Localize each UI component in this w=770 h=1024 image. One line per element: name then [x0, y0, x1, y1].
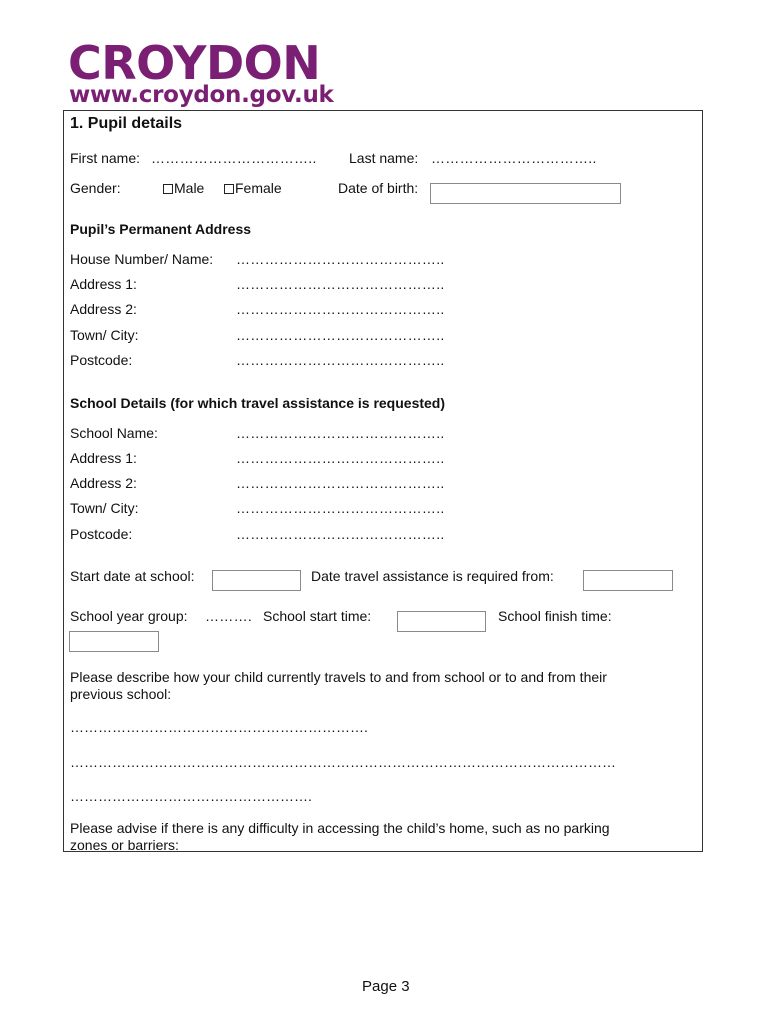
gender-label: Gender:	[70, 180, 121, 196]
house-number-field[interactable]: ……………………………………..	[236, 251, 445, 267]
finish-time-input[interactable]	[69, 631, 159, 652]
school-label: School Name:	[70, 425, 158, 441]
assistance-date-input[interactable]	[583, 570, 673, 591]
section-title: 1. Pupil details	[70, 115, 183, 132]
start-time-label: School start time:	[263, 608, 372, 624]
travel-answer-line[interactable]: ………………………………………………………………………………………………………	[70, 754, 616, 770]
start-date-input[interactable]	[212, 570, 301, 591]
school-label: Town/ City:	[70, 500, 139, 516]
start-time-input[interactable]	[397, 611, 486, 632]
address-label: Postcode:	[70, 352, 133, 368]
first-name-label: First name:	[70, 150, 141, 166]
start-date-label: Start date at school:	[70, 568, 195, 584]
town-field[interactable]: ……………………………………..	[236, 327, 445, 343]
school-label: Address 1:	[70, 450, 137, 466]
croydon-website: www.croydon.gov.uk	[69, 82, 334, 108]
school-name-field[interactable]: ……………………………………..	[236, 425, 445, 441]
travel-question: Please describe how your child currently travels to and from school or to and from their	[70, 669, 607, 685]
address-label: House Number/ Name:	[70, 251, 214, 267]
address-label: Town/ City:	[70, 327, 139, 343]
dob-input[interactable]	[430, 183, 621, 204]
page-number: Page 3	[362, 978, 410, 995]
address2-field[interactable]: ……………………………………..	[236, 301, 445, 317]
croydon-logo: CROYDON	[68, 36, 321, 90]
school-address1-field[interactable]: ……………………………………..	[236, 450, 445, 466]
female-checkbox[interactable]	[224, 184, 234, 194]
pupil-address-heading: Pupil’s Permanent Address	[70, 221, 252, 237]
school-label: Postcode:	[70, 526, 133, 542]
school-label: Address 2:	[70, 475, 137, 491]
assistance-date-label: Date travel assistance is required from:	[311, 568, 554, 584]
school-address2-field[interactable]: ……………………………………..	[236, 475, 445, 491]
address-label: Address 2:	[70, 301, 137, 317]
school-postcode-field[interactable]: ……………………………………..	[236, 526, 445, 542]
last-name-label: Last name:	[349, 150, 419, 166]
postcode-field[interactable]: ……………………………………..	[236, 352, 445, 368]
male-checkbox[interactable]	[163, 184, 173, 194]
travel-answer-line[interactable]: …………………………………………….	[70, 788, 312, 804]
address1-field[interactable]: ……………………………………..	[236, 276, 445, 292]
access-question-continued: zones or barriers:	[70, 837, 179, 853]
dob-label: Date of birth:	[338, 180, 419, 196]
male-label: Male	[174, 180, 205, 196]
school-town-field[interactable]: ……………………………………..	[236, 500, 445, 516]
travel-answer-line[interactable]: ……………………………………………………….	[70, 719, 368, 735]
address-label: Address 1:	[70, 276, 137, 292]
gender-option-male[interactable]	[163, 181, 204, 195]
year-group-label: School year group:	[70, 608, 188, 624]
female-label: Female	[235, 180, 282, 196]
finish-time-label: School finish time:	[498, 608, 612, 624]
school-details-heading: School Details (for which travel assistance is requested)	[70, 395, 446, 411]
year-group-field[interactable]: ……….	[205, 608, 253, 624]
gender-option-female[interactable]	[224, 181, 282, 195]
last-name-field[interactable]: ……………………………..	[431, 150, 597, 166]
access-question: Please advise if there is any difficulty in accessing the child’s home, such as no parking	[70, 820, 610, 836]
travel-question-continued: previous school:	[70, 686, 172, 702]
first-name-field[interactable]: ……………………………..	[151, 150, 317, 166]
